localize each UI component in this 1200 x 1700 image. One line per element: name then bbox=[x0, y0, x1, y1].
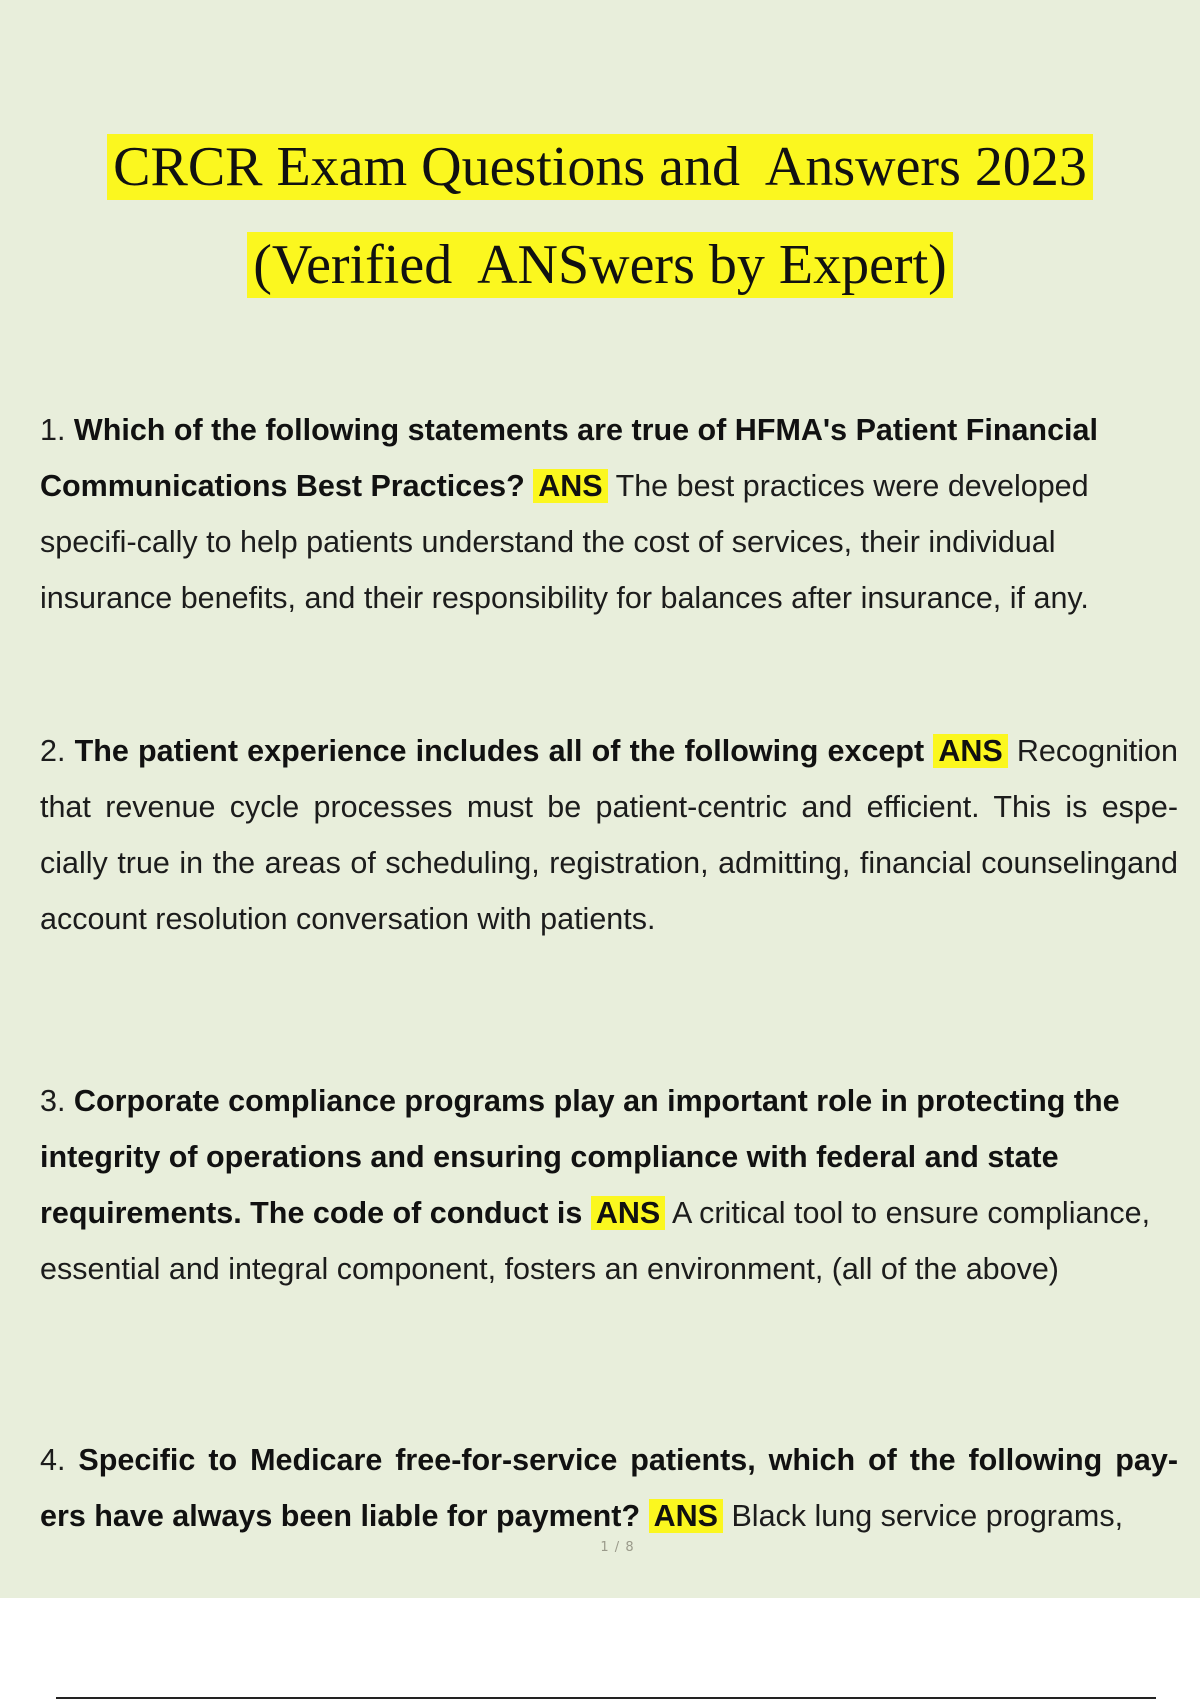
question-number: 1. bbox=[40, 413, 66, 447]
question-item-2 bbox=[40, 723, 1178, 947]
answer-text: Black lung service programs, bbox=[731, 1499, 1124, 1533]
answer-text: Recognition that revenue cycle processes must be patient-centric and efficient. This is espe- cially true in the areas of scheduling, registration, admitting, financial counselingand account resolution conversation with patients. bbox=[40, 734, 1178, 936]
divider-line bbox=[56, 1697, 1156, 1699]
page-indicator: 1 / 8 bbox=[600, 1540, 635, 1555]
title-line-1: CRCR Exam Questions and Answers 2023 bbox=[107, 134, 1093, 200]
question-text: Corporate compliance programs play an important role in protecting the integrity of operations and ensuring compliance with federal and state requirements. The code of conduct is bbox=[40, 1084, 1120, 1230]
answer-text: The best practices were developed specifi-cally to help patients understand the cost of services, their individual insurance benefits, and their responsibility for balances after insurance, if any. bbox=[40, 469, 1089, 615]
ans-label: ANS bbox=[533, 469, 607, 503]
title-line-2: (Verified ANSwers by Expert) bbox=[247, 232, 953, 298]
question-item-3 bbox=[40, 1073, 1178, 1297]
ans-label: ANS bbox=[649, 1499, 723, 1533]
question-text: Specific to Medicare free-for-service patients, which of the following pay- ers have always been liable for payment? bbox=[40, 1443, 1178, 1533]
question-number: 3. bbox=[40, 1084, 66, 1118]
ans-label: ANS bbox=[933, 734, 1007, 768]
question-number: 2. bbox=[40, 734, 66, 768]
question-text: Which of the following statements are true of HFMA's Patient Financial Communications Best Practices? bbox=[40, 413, 1098, 503]
question-text: The patient experience includes all of the following except bbox=[74, 734, 925, 768]
answer-text: A critical tool to ensure compliance, essential and integral component, fosters an environment, (all of the above) bbox=[40, 1196, 1151, 1286]
question-item-4 bbox=[40, 1432, 1178, 1544]
question-item-1 bbox=[40, 402, 1178, 626]
ans-label: ANS bbox=[591, 1196, 665, 1230]
question-number: 4. bbox=[40, 1443, 66, 1477]
document-title bbox=[0, 118, 1200, 314]
